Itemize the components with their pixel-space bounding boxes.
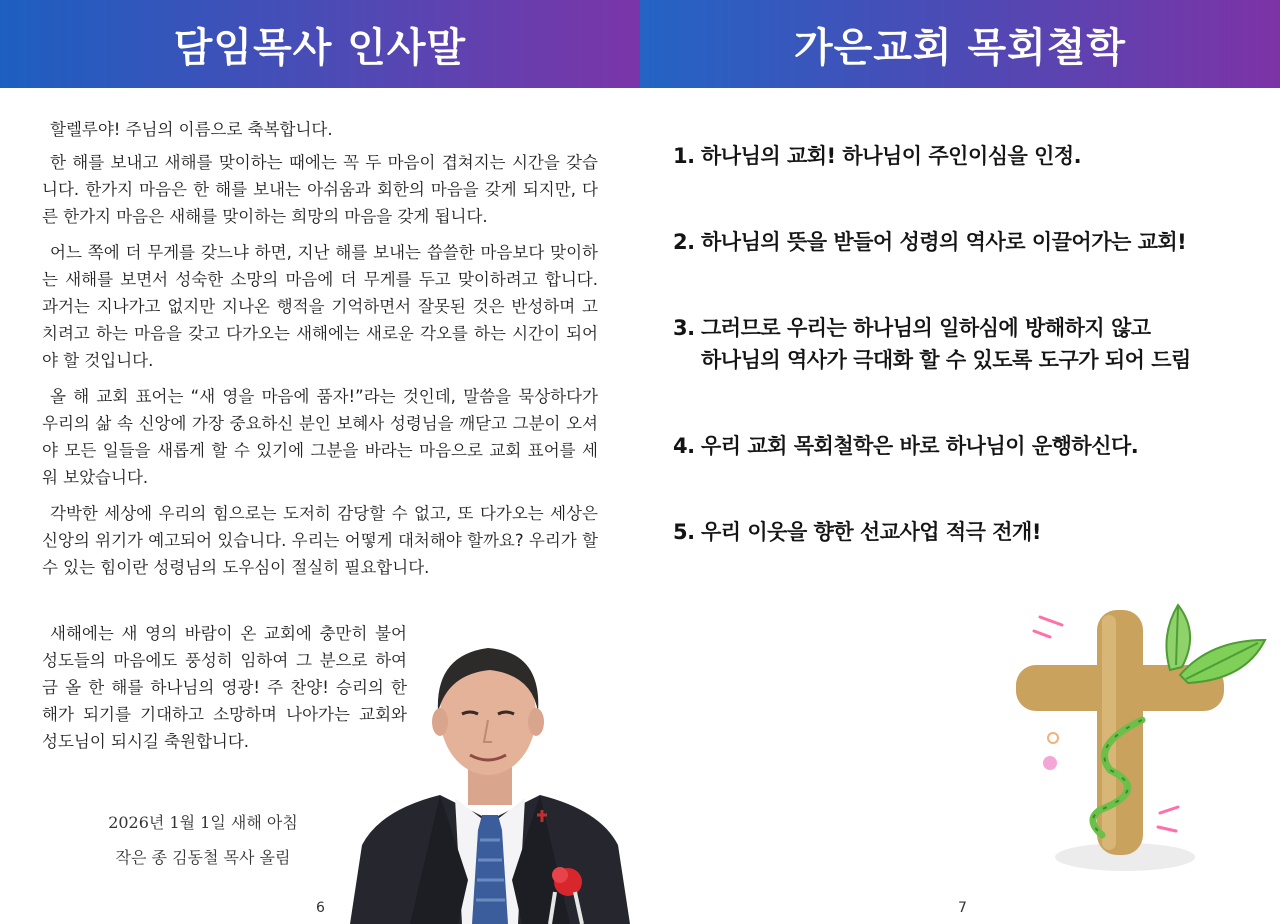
philosophy-item-1 [673,140,1253,172]
philosophy-item-number: 2. [673,230,695,254]
philosophy-item-number: 3. [673,316,695,340]
philosophy-list [673,140,1253,548]
philosophy-item-2 [673,226,1253,258]
greeting-paragraph-3: 어느 쪽에 더 무게를 갖느냐 하면, 지난 해를 보내는 씁쓸한 마음보다 맞이하는 새해를 보면서 성숙한 소망의 마음에 더 무게를 두고 맞이하려고 합니다. 과거는 지나가고 없지만 지나온 행적을 기억하면서 잘못된 것은 반성하며 고치려고 하는 마음을 갖고 다가오는 새해에는 새로운 각오를 하는 시간이 되어야 할 것입니다. [42,243,598,370]
greeting-paragraph-1: 할렐루야! 주님의 이름으로 축복합니다. [50,120,333,139]
left-page-number: 6 [316,900,325,916]
greeting-body [42,116,598,590]
philosophy-item-text: 하나님의 뜻을 받들어 성령의 역사로 이끌어가는 교회! [701,230,1187,254]
right-page-number: 7 [958,900,967,916]
philosophy-item-text: 우리 이웃을 향한 선교사업 적극 전개! [701,520,1041,544]
philosophy-item-text: 우리 교회 목회철학은 바로 하나님이 운행하신다. [701,434,1139,458]
right-page-title: 가은교회 목회철학 [793,24,1127,71]
philosophy-item-3 [673,312,1253,376]
left-page-title: 담임목사 인사말 [173,24,467,71]
philosophy-item-number: 1. [673,144,695,168]
philosophy-item-text: 하나님의 교회! 하나님이 주인이심을 인정. [701,144,1082,168]
signature-date: 2026년 1월 1일 새해 아침 [108,813,298,832]
right-page [640,0,1280,924]
left-page-banner [0,0,640,88]
philosophy-item-number: 5. [673,520,695,544]
philosophy-item-5 [673,516,1253,548]
philosophy-item-4 [673,430,1253,462]
signature-block [88,805,318,875]
greeting-paragraph-4: 올 해 교회 표어는 “새 영을 마음에 품자!”라는 것인데, 말씀을 묵상하다가 우리의 삶 속 신앙에 가장 중요하신 분인 보혜사 성령님을 깨닫고 그분이 오셔야 모든 일들을 새롭게 할 수 있기에 그분을 바라는 마음으로 교회 표어를 세워 보았습니다. [42,387,598,487]
philosophy-item-text: 그러므로 우리는 하나님의 일하심에 방해하지 않고 [701,316,1151,340]
greeting-paragraph-2: 한 해를 보내고 새해를 맞이하는 때에는 꼭 두 마음이 겹쳐지는 시간을 갖습니다. 한가지 마음은 한 해를 보내는 아쉬움과 회한의 마음을 갖게 되지만, 다른 한가지 마음은 새해를 맞이하는 희망의 마음을 갖게 됩니다. [42,153,598,226]
greeting-closing-paragraph: 새해에는 새 영의 바람이 온 교회에 충만히 불어 성도들의 마음에도 풍성히 임하여 그 분으로 하여금 올 한 해를 하나님의 영광! 주 찬양! 승리의 한 해가 되기를 기대하고 소망하며 나아가는 교회와 성도님이 되시길 축원합니다. [42,624,407,751]
philosophy-item-text-line2: 하나님의 역사가 극대화 할 수 있도록 도구가 되어 드림 [701,348,1191,372]
cross-illustration-icon [1010,595,1270,885]
signature-name: 작은 종 김동철 목사 올림 [115,848,291,867]
right-page-banner [640,0,1280,88]
greeting-paragraph-5: 각박한 세상에 우리의 힘으로는 도저히 감당할 수 없고, 또 다가오는 세상은 신앙의 위기가 예고되어 있습니다. 우리는 어떻게 대처해야 할까요? 우리가 할 수 있는 힘이란 성령님의 도우심이 절실히 필요합니다. [42,504,598,577]
philosophy-item-number: 4. [673,434,695,458]
pastor-portrait [350,630,630,924]
